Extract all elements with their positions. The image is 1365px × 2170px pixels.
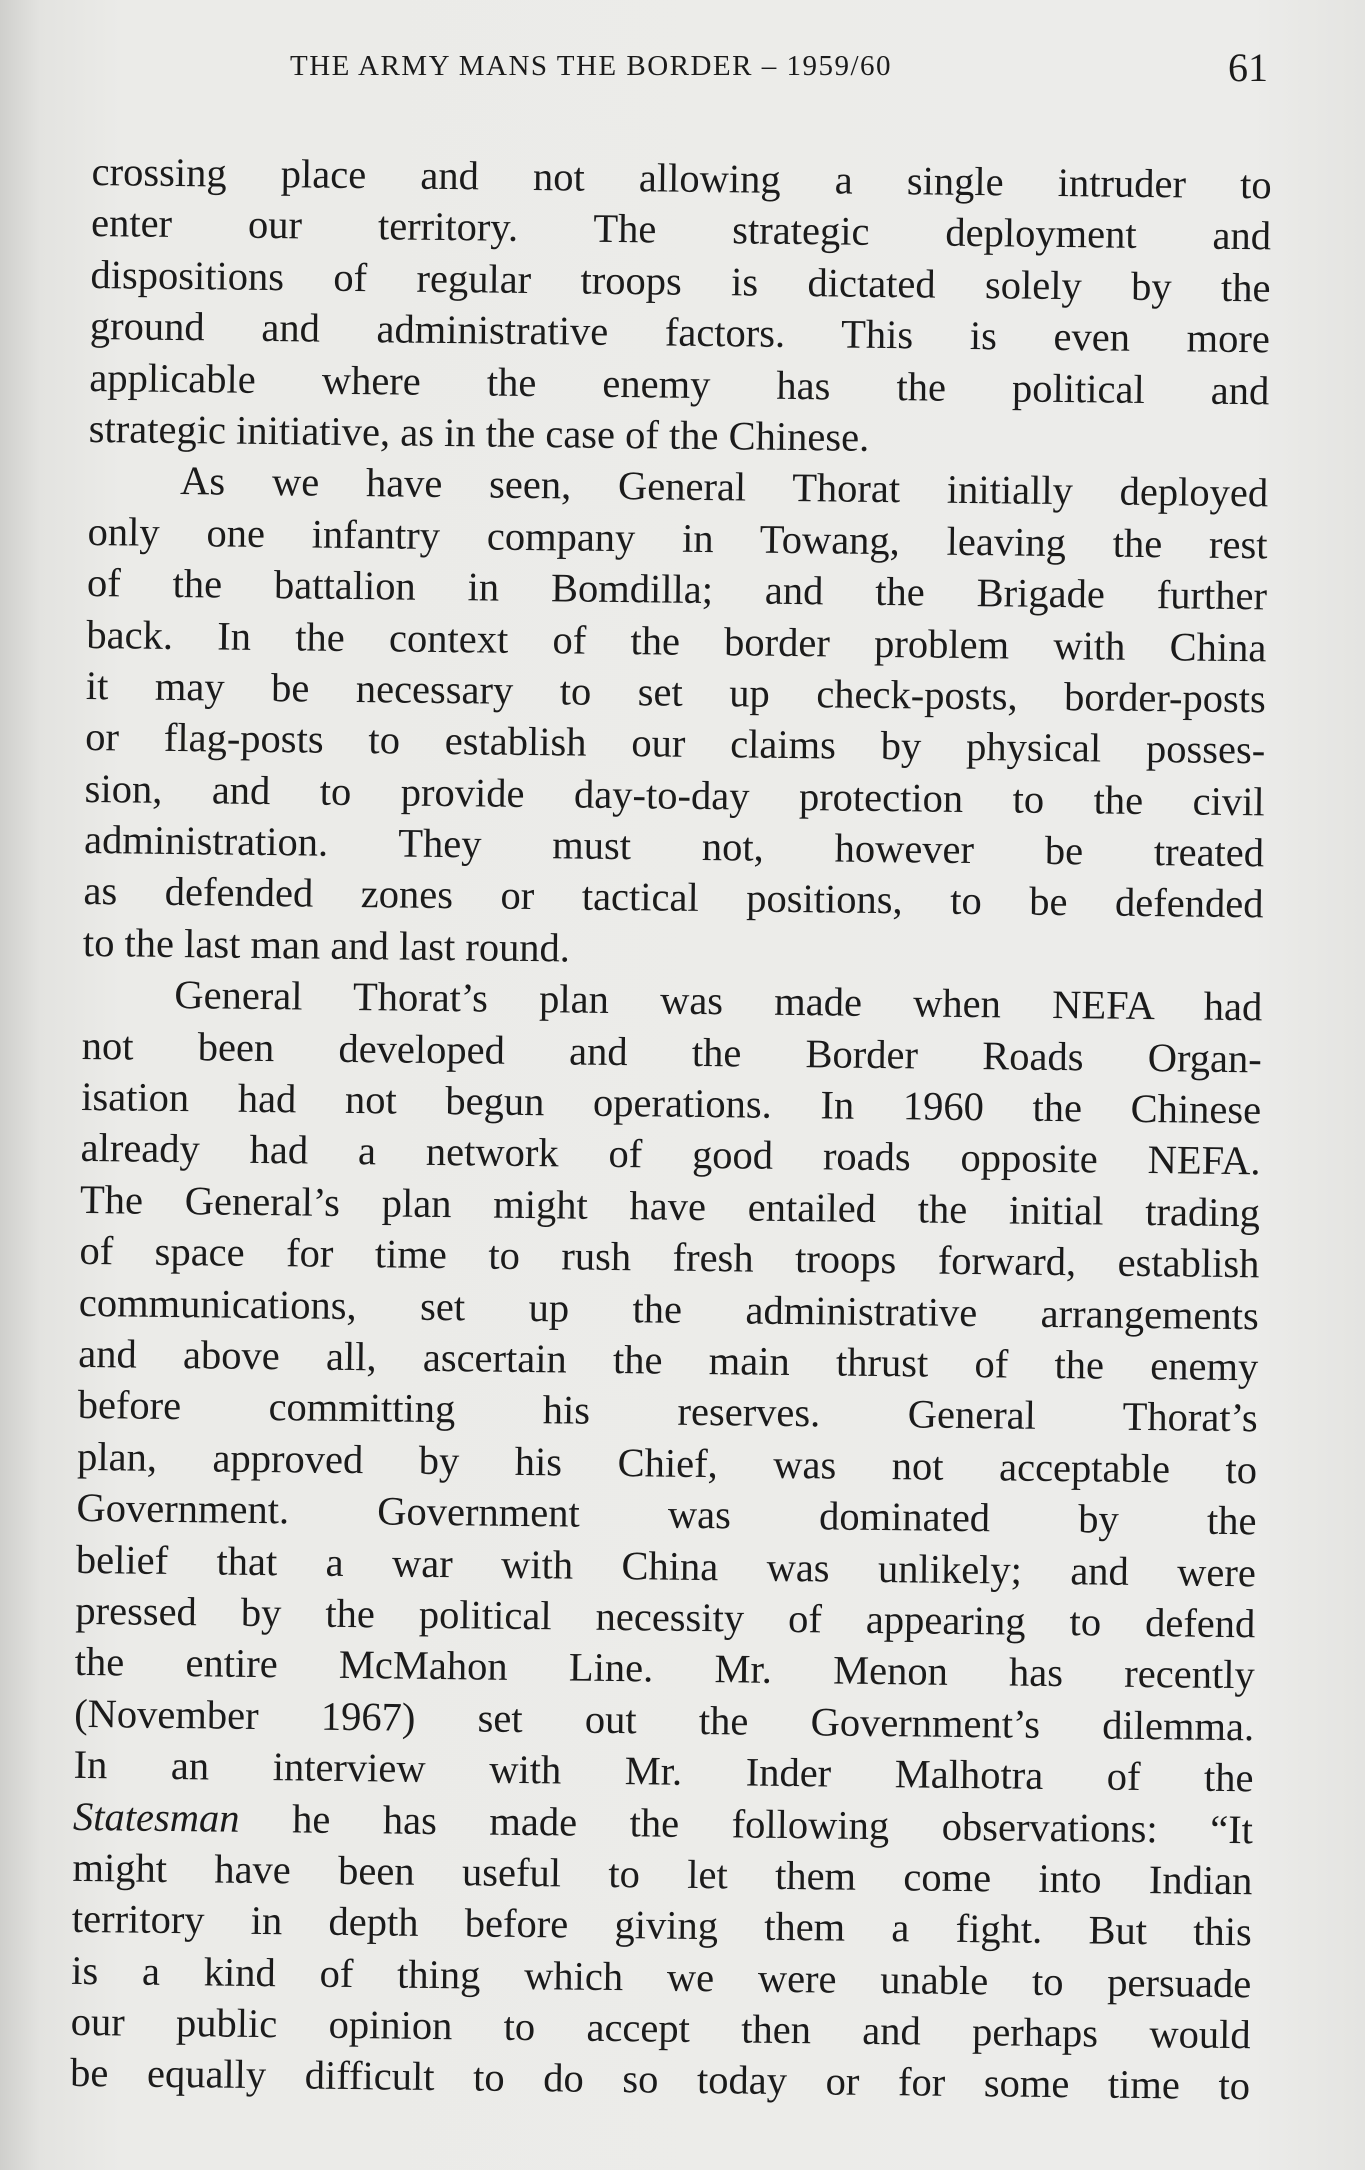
text-line: territory in depth before giving them a fight. But this: [71, 1896, 1253, 1955]
text-line: plan, approved by his Chief, was not acceptable to: [76, 1433, 1258, 1493]
text-line: our public opinion to accept then and perhaps would: [70, 1998, 1251, 2058]
text-line: strategic initiative, as in the case of the Chinese.: [88, 405, 870, 460]
text-line: is a kind of thing which we were unable to persuade: [71, 1947, 1252, 2006]
text-line: communications, set up the administrative arrangements: [78, 1279, 1260, 1338]
text-line: be equally difficult to do so today or for some time to: [69, 2050, 1251, 2109]
paragraph: [83, 454, 1269, 981]
text-line: applicable where the enemy has the political and: [89, 354, 1270, 413]
text-line: ground and administrative factors. This is even more: [89, 303, 1271, 362]
text-line: isation had not begun operations. In 1960 the Chinese: [80, 1073, 1262, 1133]
text-line: not been developed and the Border Roads Organ-: [81, 1022, 1262, 1081]
italic-title: Statesman: [72, 1793, 240, 1841]
running-header: [0, 44, 1365, 94]
line-text: he has made the following observations: “It: [239, 1795, 1254, 1852]
text-line: General Thorat’s plan was made when NEFA had: [174, 972, 1263, 1030]
text-line: of the battalion in Bomdilla; and the Brigade further: [86, 560, 1268, 619]
paragraph: [70, 968, 1263, 2112]
body-text: [70, 146, 1272, 2112]
text-line: administration. They must not, however be treated: [83, 817, 1265, 876]
text-line: As we have seen, General Thorat initially deployed: [179, 458, 1269, 516]
text-line: back. In the context of the border problem with China: [86, 611, 1267, 670]
text-line: the entire McMahon Line. Mr. Menon has recently: [74, 1639, 1255, 1698]
text-line: already had a network of good roads opposite NEFA.: [80, 1125, 1261, 1184]
text-line: enter our territory. The strategic deployment and: [90, 200, 1272, 259]
text-line: dispositions of regular troops is dictated solely by the: [90, 251, 1271, 311]
text-line: only one infantry company in Towang, leaving the rest: [87, 508, 1268, 568]
text-line: it may be necessary to set up check-posts, border-posts: [85, 662, 1267, 722]
text-line: as defended zones or tactical positions, to be defended: [83, 868, 1264, 927]
text-line: and above all, ascertain the main thrust of the enemy: [78, 1330, 1259, 1390]
running-title: THE ARMY MANS THE BORDER – 1959/60: [290, 50, 893, 82]
text-line: before committing his reserves. General Thorat’s: [77, 1382, 1258, 1441]
text-line: Government. Government was dominated by the: [76, 1485, 1257, 1544]
text-line: sion, and to provide day-to-day protection to the civil: [84, 765, 1265, 825]
text-line: belief that a war with China was unlikely; and were: [75, 1536, 1257, 1595]
text-line: In an interview with Mr. Inder Malhotra of the: [73, 1742, 1254, 1801]
text-line: might have been useful to let them come into Indian: [72, 1844, 1253, 1904]
paragraph: [89, 146, 1272, 468]
text-line: to the last man and last round.: [82, 919, 571, 971]
text-line: pressed by the political necessity of appearing to defend: [75, 1587, 1256, 1647]
text-line: crossing place and not allowing a single intruder to: [91, 148, 1272, 208]
text-line: (November 1967) set out the Government’s dilemma.: [73, 1690, 1255, 1750]
page-number: 61: [1228, 45, 1268, 90]
text-line: The General’s plan might have entailed the initial trading: [79, 1176, 1261, 1236]
text-line: of space for time to rush fresh troops forward, establish: [79, 1228, 1260, 1287]
text-line: or flag-posts to establish our claims by physical posses-: [85, 714, 1266, 773]
